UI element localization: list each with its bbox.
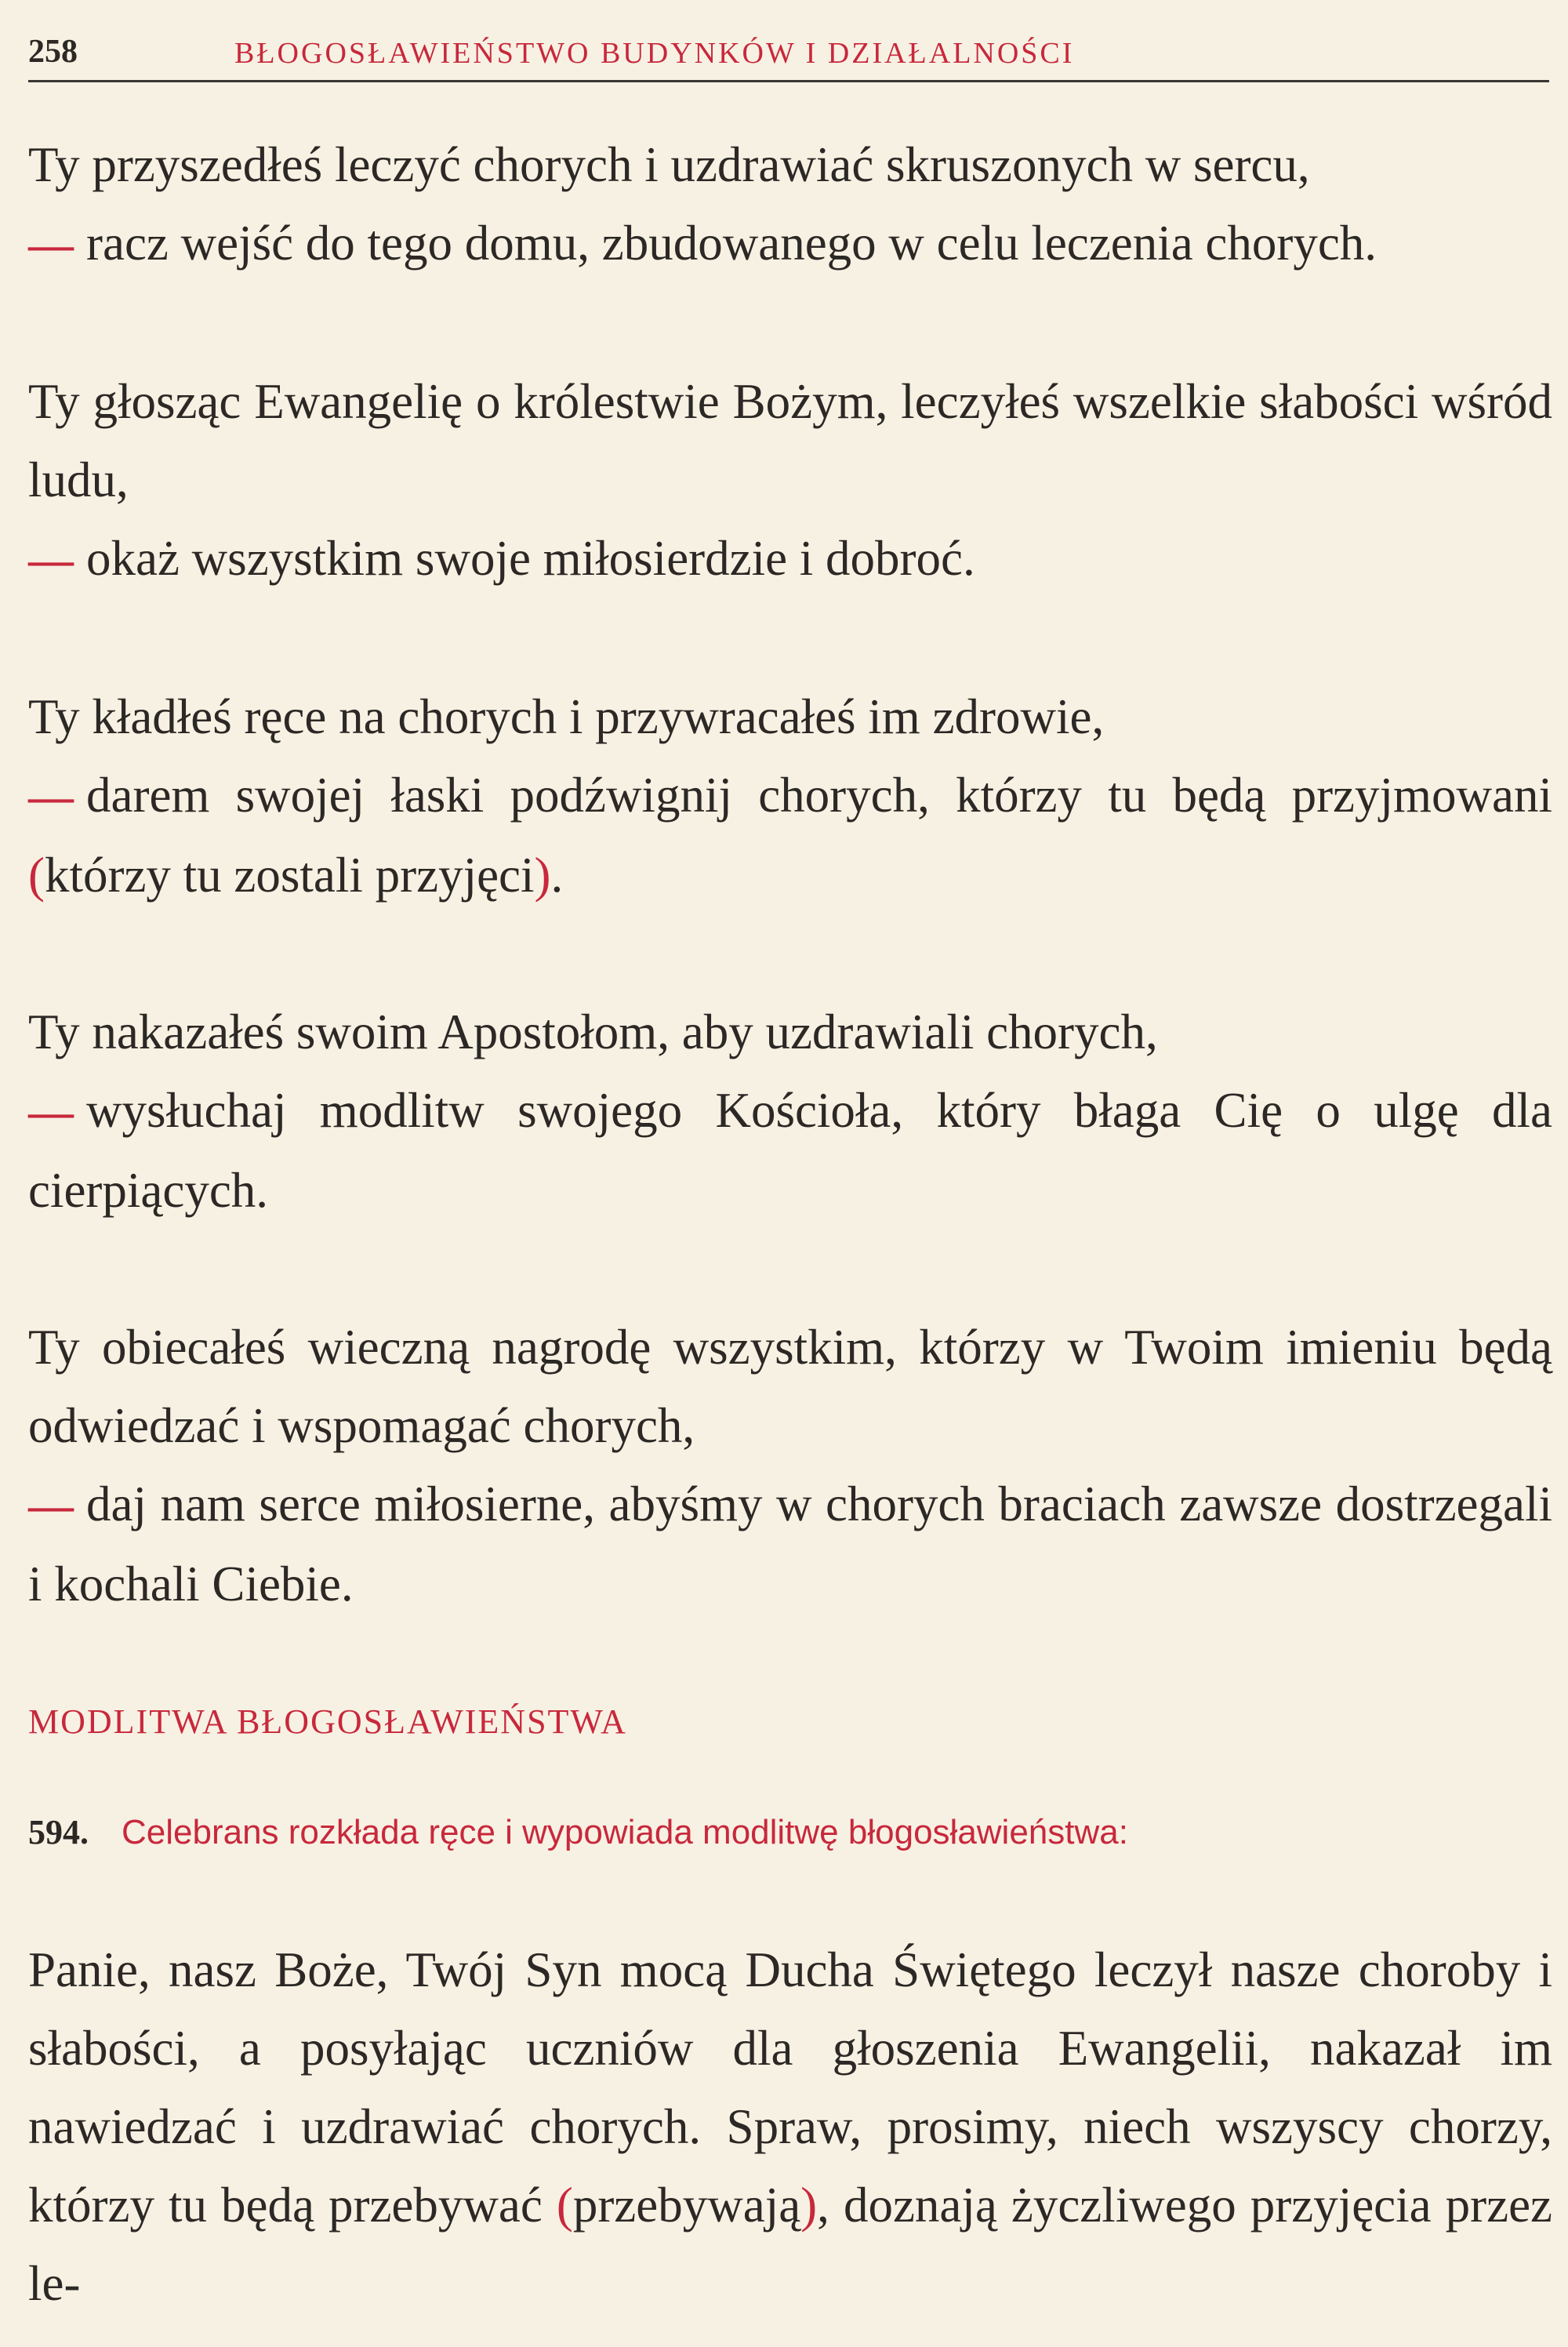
intercession-invocation: Ty przyszedłeś leczyć chorych i uzdrawiać skruszonych w sercu, bbox=[28, 137, 1310, 192]
intercession-invocation: Ty kładłeś ręce na chorych i przywracałeś im zdrowie, bbox=[28, 689, 1105, 744]
intercession-1 bbox=[28, 125, 1552, 284]
intercession-response: daj nam serce miłosierne, abyśmy w chorych braciach zawsze dostrzegali i kochali Ciebie. bbox=[28, 1477, 1552, 1611]
section-title: MODLITWA BŁOGOSŁAWIEŃSTWA bbox=[28, 1702, 627, 1741]
rubric-instruction: Celebrans rozkłada ręce i wypowiada modlitwę błogosławieństwa: bbox=[122, 1813, 1128, 1851]
rubric bbox=[28, 1812, 1552, 1852]
alternative-text: którzy tu zostali przyjęci bbox=[44, 848, 535, 903]
response-dash: — bbox=[28, 771, 74, 822]
response-dash: — bbox=[28, 1086, 74, 1137]
running-title: BŁOGOSŁAWIEŃSTWO BUDYNKÓW I DZIAŁALNOŚCI bbox=[234, 37, 1075, 70]
prayer-text-continued: , doznają życzliwego przyjęcia przez le- bbox=[28, 2178, 1552, 2311]
paren-open: ( bbox=[556, 2178, 573, 2233]
response-dash: — bbox=[28, 1480, 74, 1531]
paragraph-number: 594. bbox=[28, 1813, 89, 1851]
intercession-response: wysłuchaj modlitw swojego Kościoła, który błaga Cię o ulgę dla cierpiących. bbox=[28, 1083, 1552, 1218]
page-number: 258 bbox=[28, 34, 78, 70]
intercession-5 bbox=[28, 1308, 1552, 1623]
intercession-invocation: Ty głosząc Ewangelię o królestwie Bożym, leczyłeś wszelkie słabości wśród ludu, bbox=[28, 374, 1552, 507]
blessing-prayer bbox=[28, 1931, 1552, 2323]
intercession-response: racz wejść do tego domu, zbudowanego w celu leczenia chorych. bbox=[86, 216, 1377, 271]
response-dash: — bbox=[28, 534, 74, 585]
intercession-3 bbox=[28, 678, 1552, 914]
intercession-2 bbox=[28, 362, 1552, 599]
intercession-invocation: Ty obiecałeś wieczną nagrodę wszystkim, którzy w Twoim imieniu będą odwiedzać i wspomagać chorych, bbox=[28, 1320, 1552, 1453]
response-dash: — bbox=[28, 219, 74, 270]
paren-open: ( bbox=[28, 848, 45, 903]
prayer-text: Panie, nasz Boże, Twój Syn mocą Ducha Świętego leczył nasze choroby i słabości, a posyłając uczniów dla głoszenia Ewangelii, nakazał im nawiedzać i uzdrawiać chorych. Spraw, prosimy, niech wszyscy chorzy, którzy tu będą przebywać bbox=[28, 1942, 1552, 2233]
page-content bbox=[28, 125, 1552, 2323]
paren-close: ) bbox=[534, 848, 551, 903]
alternative-text: przebywają bbox=[572, 2178, 801, 2233]
paren-close: ) bbox=[800, 2178, 818, 2233]
intercession-response: okaż wszystkim swoje miłosierdzie i dobroć. bbox=[86, 531, 975, 586]
intercession-response: darem swojej łaski podźwignij chorych, którzy tu będą przyjmowani bbox=[86, 768, 1552, 823]
response-end: . bbox=[550, 848, 564, 903]
intercession-4 bbox=[28, 993, 1552, 1230]
intercession-invocation: Ty nakazałeś swoim Apostołom, aby uzdrawiali chorych, bbox=[28, 1005, 1158, 1059]
page-header bbox=[28, 16, 1549, 82]
